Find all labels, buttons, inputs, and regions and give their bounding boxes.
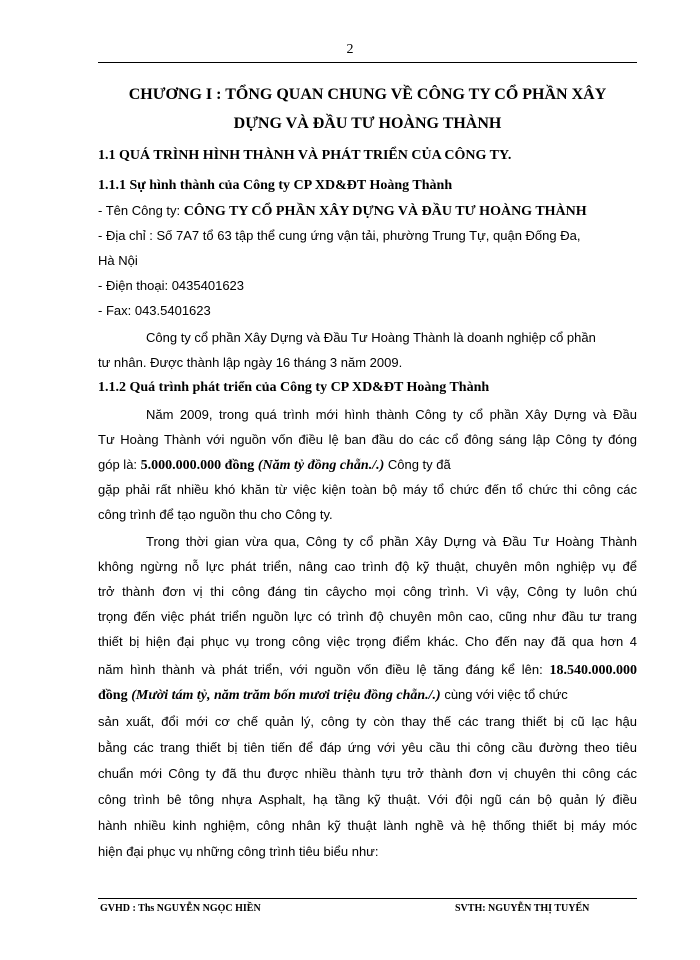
history-line4: gặp phải rất nhiều khó khăn từ việc kiện toàn bộ máy tổ chức đến tổ chức thi công các <box>98 482 637 497</box>
history-line5: công trình để tạo nguồn thu cho Công ty. <box>98 507 333 522</box>
footer-rule <box>98 898 637 899</box>
recent-line9: bằng các trang thiết bị tiên tiến để đáp ứng với yêu cầu thi công cầu đường theo tiêu <box>98 740 637 755</box>
company-name-line <box>98 201 637 222</box>
history-line3-prefix: góp là: <box>98 457 141 472</box>
initial-capital-words: (Năm tỷ đồng chẵn./.) <box>257 458 385 473</box>
company-phone: - Điện thoại: 0435401623 <box>98 278 245 293</box>
recent-line12: hành nhiều kinh nghiệm, công nhân kỹ thuật lành nghề và hệ thống thiết bị máy móc <box>98 818 637 833</box>
chapter-title <box>98 80 637 138</box>
company-address-line2: Hà Nội <box>98 253 138 268</box>
recent-line6-prefix: năm hình thành và phát triển, với nguồn vốn điều lệ tăng đáng kể lên: <box>98 662 550 677</box>
intro-line1: Công ty cổ phần Xây Dựng và Đầu Tư Hoàng Thành là doanh nghiệp cổ phần <box>146 330 596 345</box>
recent-line10: chuẩn mới Công ty đã thu được nhiều thành tựu trở thành đơn vị chuyên thi công các <box>98 766 637 781</box>
current-capital-unit: đồng <box>98 688 128 703</box>
current-capital: 18.540.000.000 <box>549 663 637 678</box>
section-heading-1-1-2: 1.1.2 Quá trình phát triển của Công ty CP XD&ĐT Hoàng Thành <box>98 380 490 395</box>
chapter-title-line1: CHƯƠNG I : TỔNG QUAN CHUNG VỀ CÔNG TY CỔ PHẦN XÂY <box>128 86 607 103</box>
recent-line1: Trong thời gian vừa qua, Công ty cổ phần Xây Dựng và Đầu Tư Hoàng Thành <box>146 534 637 549</box>
page-number: 2 <box>346 42 354 57</box>
header-rule <box>98 62 637 63</box>
recent-line13: hiện đại phục vụ những công trình tiêu biểu như: <box>98 844 379 859</box>
section-heading-1-1: 1.1 QUÁ TRÌNH HÌNH THÀNH VÀ PHÁT TRIỂN CỦA CÔNG TY. <box>98 148 512 163</box>
section-heading-1-1-1: 1.1.1 Sự hình thành của Công ty CP XD&ĐT Hoàng Thành <box>98 178 453 193</box>
history-line1: Năm 2009, trong quá trình mới hình thành Công ty cổ phần Xây Dựng và Đầu <box>146 407 637 422</box>
recent-line4: trọng đến việc phát triển nguồn lực có trình độ chuyên môn cao, cũng như đầu tư trang <box>98 609 637 624</box>
company-address-line1: - Địa chỉ : Số 7A7 tổ 63 tập thể cung ứng vận tải, phường Trung Tự, quận Đống Đa, <box>98 228 581 243</box>
company-name-label: - Tên Công ty: <box>98 203 184 218</box>
recent-line5: thiết bị hiện đại phục vụ trong công việc trọng điểm khác. Cho đến nay đã qua hơn 4 <box>98 634 637 649</box>
current-capital-words: (Mười tám tỷ, năm trăm bốn mươi triệu đồng chẵn./.) <box>131 688 441 703</box>
recent-line8: sản xuất, đổi mới cơ chế quản lý, công ty còn thay thế các trang thiết bị cũ lạc hậu <box>98 714 637 729</box>
chapter-title-line2: DỰNG VÀ ĐẦU TƯ HOÀNG THÀNH <box>233 115 502 132</box>
history-line3 <box>98 455 637 476</box>
recent-line11: công trình bê tông nhựa Asphalt, hạ tầng kỹ thuật. Với đội ngũ cán bộ quản lý điều <box>98 792 637 807</box>
footer-student: SVTH: NGUYỄN THỊ TUYẾN <box>455 903 590 914</box>
recent-line7 <box>98 685 637 706</box>
initial-capital: 5.000.000.000 đồng <box>140 458 255 473</box>
history-line2: Tư Hoàng Thành với nguồn vốn điều lệ ban đầu do các cổ đông sáng lập Công ty đóng <box>98 432 637 447</box>
recent-line6 <box>98 660 637 681</box>
intro-line2: tư nhân. Được thành lập ngày 16 tháng 3 năm 2009. <box>98 355 403 370</box>
company-name-value: CÔNG TY CỔ PHẦN XÂY DỰNG VÀ ĐẦU TƯ HOÀNG THÀNH <box>183 204 587 219</box>
recent-line7-suffix: cùng với việc tổ chức <box>440 687 568 702</box>
company-fax: - Fax: 043.5401623 <box>98 303 211 318</box>
recent-line3: trở thành đơn vị thi công đáng tin câycho mọi công trình. Vì vậy, Công ty luôn chú <box>98 584 637 599</box>
recent-line2: không ngừng nỗ lực phát triển, nâng cao trình độ kỹ thuật, chuyên môn nghiệp vụ để <box>98 559 637 574</box>
footer-advisor: GVHD : Ths NGUYỄN NGỌC HIỀN <box>100 903 261 914</box>
history-line3-suffix: Công ty đã <box>384 457 451 472</box>
